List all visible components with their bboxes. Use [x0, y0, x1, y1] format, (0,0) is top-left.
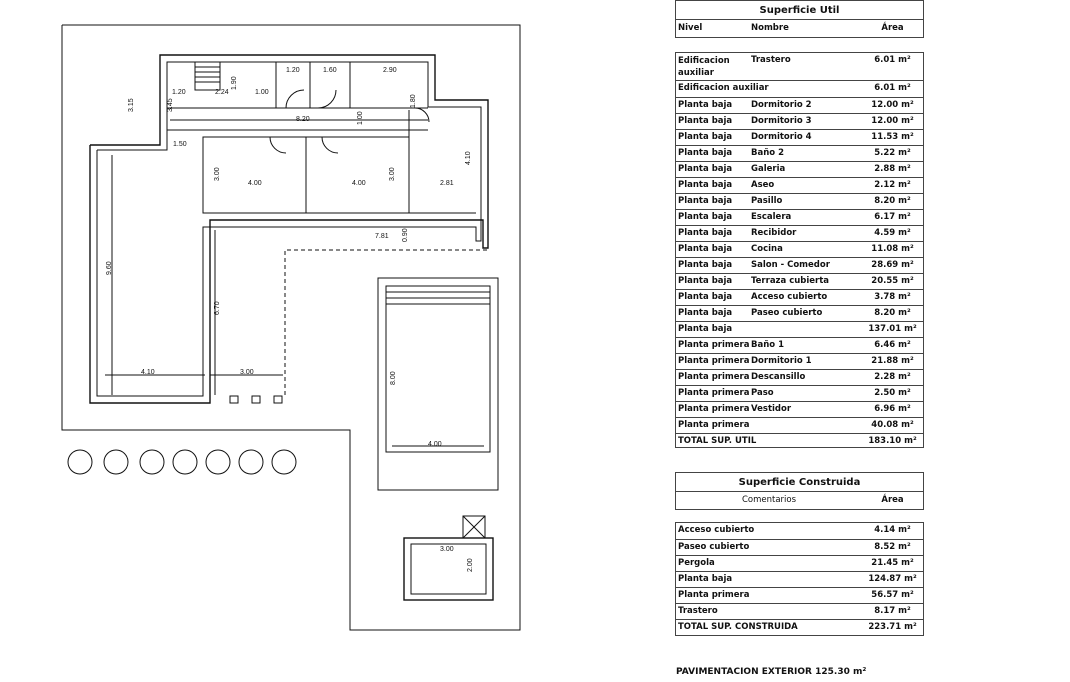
util-row — [676, 321, 923, 337]
construida-title: Superficie Construida — [675, 472, 924, 492]
util-cell-nivel: Planta baja — [678, 308, 733, 318]
util-cell-area: 2.50 m² — [874, 388, 911, 398]
construida-row — [676, 539, 923, 555]
dimension-label: 6.70 — [214, 301, 221, 315]
dimension-label: 4.00 — [428, 441, 442, 448]
util-cell-nivel: TOTAL SUP. UTIL — [678, 436, 757, 446]
trees — [68, 450, 296, 474]
construida-cell-area: 56.57 m² — [871, 590, 914, 600]
util-cell-area: 183.10 m² — [868, 436, 917, 446]
aux-area: 6.01 m² — [874, 55, 911, 65]
util-cell-nombre: Dormitorio 3 — [751, 116, 812, 126]
util-cell-area: 6.46 m² — [874, 340, 911, 350]
construida-cell-area: 21.45 m² — [871, 558, 914, 568]
util-cell-nombre: Descansillo — [751, 372, 806, 382]
util-header — [675, 20, 924, 38]
util-row — [676, 241, 923, 257]
util-cell-area: 137.01 m² — [868, 324, 917, 334]
dimension-label: 3.00 — [389, 167, 396, 181]
util-cell-area: 20.55 m² — [871, 276, 914, 286]
util-row — [676, 193, 923, 209]
util-cell-nombre: Acceso cubierto — [751, 292, 828, 302]
util-cell-area: 4.59 m² — [874, 228, 911, 238]
util-cell-area: 2.28 m² — [874, 372, 911, 382]
util-cell-nombre: Paso — [751, 388, 774, 398]
dimension-label: 1.50 — [173, 141, 187, 148]
util-row — [676, 369, 923, 385]
util-row — [676, 145, 923, 161]
dimension-label: 4.10 — [141, 369, 155, 376]
util-cell-nivel: Planta baja — [678, 164, 733, 174]
util-cell-nivel: Planta primera — [678, 404, 750, 414]
util-row — [676, 161, 923, 177]
util-cell-area: 8.20 m² — [874, 196, 911, 206]
header-comentarios: Comentarios — [741, 495, 797, 505]
dimension-label: 4.00 — [248, 180, 262, 187]
header-area: Área — [881, 23, 904, 33]
util-cell-nombre: Paseo cubierto — [751, 308, 823, 318]
util-cell-area: 6.96 m² — [874, 404, 911, 414]
util-cell-area: 12.00 m² — [871, 100, 914, 110]
construida-cell-nombre: Pergola — [678, 558, 715, 568]
dimension-label: 2.90 — [383, 67, 397, 74]
util-cell-area: 6.01 m² — [874, 83, 911, 93]
util-cell-nombre: Baño 2 — [751, 148, 784, 158]
util-row — [676, 433, 923, 449]
util-cell-nivel: Planta baja — [678, 212, 733, 222]
util-title: Superficie Util — [675, 0, 924, 20]
util-row — [676, 113, 923, 129]
util-cell-nivel: Edificacion auxiliar — [678, 83, 769, 93]
construida-cell-nombre: Paseo cubierto — [678, 542, 750, 552]
dimension-label: 1.00 — [255, 89, 269, 96]
util-row — [676, 81, 923, 97]
util-cell-area: 12.00 m² — [871, 116, 914, 126]
construida-rows — [675, 522, 924, 636]
dimension-label: 4.10 — [465, 151, 472, 165]
util-cell-nivel: Planta baja — [678, 292, 733, 302]
dimension-label: 9.60 — [106, 261, 113, 275]
dimension-label: 3.00 — [440, 546, 454, 553]
util-cell-area: 11.08 m² — [871, 244, 914, 254]
dimension-label: 8.20 — [296, 116, 310, 123]
util-row — [676, 353, 923, 369]
util-cell-nombre: Aseo — [751, 180, 775, 190]
util-cell-nivel: Planta primera — [678, 340, 750, 350]
staircase — [195, 62, 220, 90]
dimension-label: 1.60 — [323, 67, 337, 74]
dimension-label: 3.00 — [214, 167, 221, 181]
util-cell-nombre: Salon - Comedor — [751, 260, 830, 270]
construida-header — [675, 492, 924, 510]
util-cell-nombre: Cocina — [751, 244, 783, 254]
util-row — [676, 305, 923, 321]
util-cell-nombre: Dormitorio 1 — [751, 356, 812, 366]
aux-nivel: Edificacion auxiliar — [678, 56, 730, 78]
dimension-label: 8.00 — [390, 371, 397, 385]
util-aux-block — [675, 52, 924, 81]
construida-cell-area: 124.87 m² — [868, 574, 917, 584]
util-cell-nivel: Planta baja — [678, 228, 733, 238]
util-cell-nivel: Planta baja — [678, 148, 733, 158]
construida-cell-nombre: TOTAL SUP. CONSTRUIDA — [678, 622, 798, 632]
util-cell-nivel: Planta baja — [678, 260, 733, 270]
util-row — [676, 417, 923, 433]
construida-row — [676, 603, 923, 619]
construida-cell-nombre: Trastero — [678, 606, 718, 616]
util-cell-area: 2.88 m² — [874, 164, 911, 174]
dimension-label: 1.90 — [231, 76, 238, 90]
construida-cell-nombre: Planta primera — [678, 590, 750, 600]
header-area-construida: Área — [881, 495, 904, 505]
dimension-label: 3.00 — [240, 369, 254, 376]
construida-cell-area: 8.17 m² — [874, 606, 911, 616]
util-cell-nombre: Galeria — [751, 164, 786, 174]
util-row — [676, 289, 923, 305]
util-cell-nivel: Planta primera — [678, 388, 750, 398]
aux-nombre: Trastero — [751, 55, 791, 65]
pool-inner — [386, 286, 490, 452]
util-cell-nivel: Planta primera — [678, 356, 750, 366]
dimension-label: 2.81 — [440, 180, 454, 187]
construida-cell-area: 8.52 m² — [874, 542, 911, 552]
construida-row — [676, 571, 923, 587]
util-row — [676, 97, 923, 113]
util-cell-nivel: Planta primera — [678, 420, 750, 430]
dimension-label: 3.45 — [167, 98, 174, 112]
header-nivel: Nivel — [678, 23, 703, 33]
util-cell-nivel: Planta baja — [678, 196, 733, 206]
util-row — [676, 385, 923, 401]
superficie-construida-table — [675, 472, 924, 636]
dimension-label: 1.20 — [172, 89, 186, 96]
util-cell-area: 3.78 m² — [874, 292, 911, 302]
util-cell-area: 6.17 m² — [874, 212, 911, 222]
dimension-label: 2.24 — [215, 89, 229, 96]
construida-row — [676, 587, 923, 603]
util-row — [676, 337, 923, 353]
house-inner-wall — [97, 62, 481, 396]
dimension-label: 1.00 — [357, 111, 364, 125]
construida-row — [676, 523, 923, 539]
util-cell-nombre: Vestidor — [751, 404, 792, 414]
util-cell-nivel: Planta baja — [678, 244, 733, 254]
util-cell-nombre: Dormitorio 4 — [751, 132, 812, 142]
dimension-label: 3.15 — [128, 98, 135, 112]
util-cell-nivel: Planta baja — [678, 180, 733, 190]
util-row — [676, 177, 923, 193]
util-cell-area: 40.08 m² — [871, 420, 914, 430]
construida-row — [676, 555, 923, 571]
util-cell-nombre: Baño 1 — [751, 340, 784, 350]
util-row — [676, 209, 923, 225]
util-cell-area: 28.69 m² — [871, 260, 914, 270]
util-cell-area: 8.20 m² — [874, 308, 911, 318]
util-cell-nombre: Pasillo — [751, 196, 783, 206]
superficie-util-table — [675, 0, 924, 448]
construida-cell-nombre: Acceso cubierto — [678, 525, 755, 535]
util-cell-area: 2.12 m² — [874, 180, 911, 190]
util-rows — [675, 81, 924, 448]
dimension-label: 4.00 — [352, 180, 366, 187]
util-cell-nombre: Escalera — [751, 212, 792, 222]
util-cell-area: 21.88 m² — [871, 356, 914, 366]
construida-cell-area: 4.14 m² — [874, 525, 911, 535]
util-row — [676, 129, 923, 145]
util-cell-nombre: Dormitorio 2 — [751, 100, 812, 110]
util-cell-area: 5.22 m² — [874, 148, 911, 158]
pavimentacion-exterior: PAVIMENTACION EXTERIOR 125.30 m² — [676, 667, 867, 677]
util-cell-nivel: Planta baja — [678, 324, 733, 334]
util-cell-area: 11.53 m² — [871, 132, 914, 142]
util-cell-nivel: Planta baja — [678, 132, 733, 142]
construida-cell-area: 223.71 m² — [868, 622, 917, 632]
construida-cell-nombre: Planta baja — [678, 574, 733, 584]
util-cell-nivel: Planta baja — [678, 276, 733, 286]
dimension-label: 0.90 — [402, 228, 409, 242]
util-cell-nombre: Recibidor — [751, 228, 797, 238]
util-cell-nivel: Planta primera — [678, 372, 750, 382]
util-cell-nivel: Planta baja — [678, 116, 733, 126]
header-nombre: Nombre — [751, 23, 789, 33]
dimension-label: 7.81 — [375, 233, 389, 240]
construida-row — [676, 619, 923, 635]
dimension-label: 1.80 — [410, 94, 417, 108]
util-cell-nivel: Planta baja — [678, 100, 733, 110]
util-row — [676, 257, 923, 273]
util-row — [676, 401, 923, 417]
dimension-label: 2.00 — [467, 558, 474, 572]
dimension-label: 1.20 — [286, 67, 300, 74]
util-row — [676, 225, 923, 241]
util-cell-nombre: Terraza cubierta — [751, 276, 830, 286]
plot-boundary — [62, 25, 520, 630]
util-row — [676, 273, 923, 289]
